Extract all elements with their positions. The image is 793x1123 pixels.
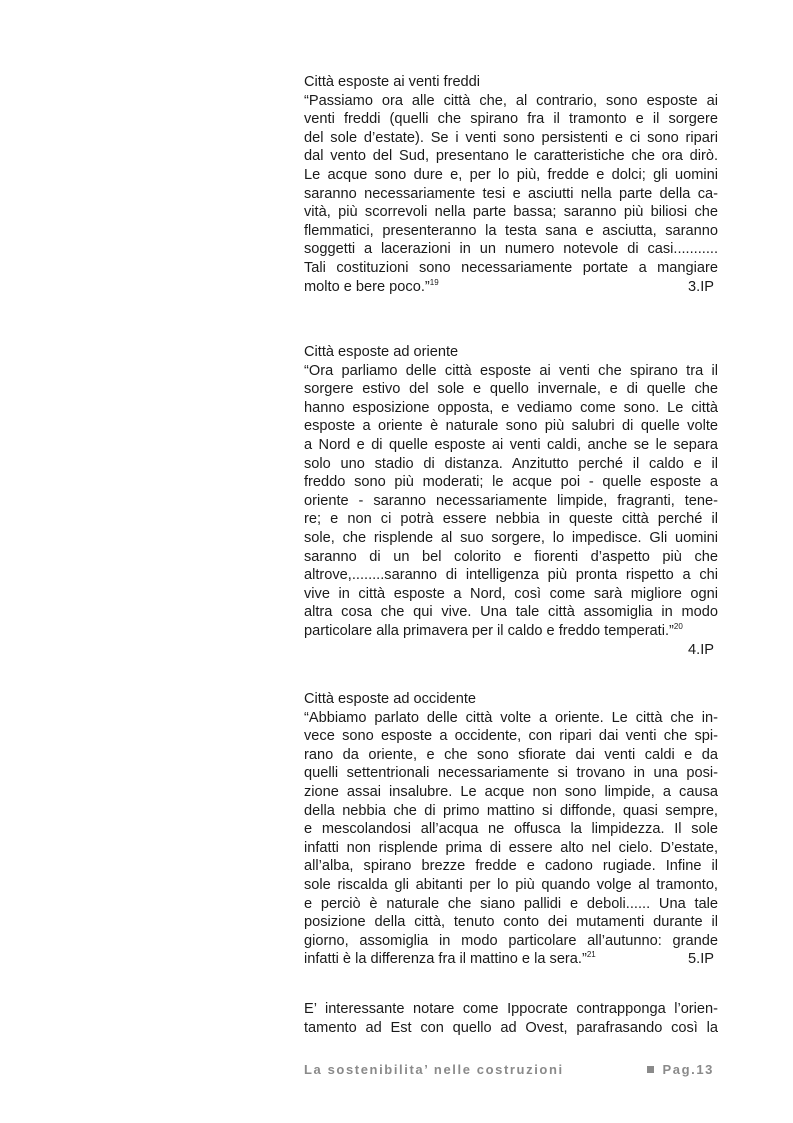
- text-line: Le acque sono dure e, per lo più, fredde e dolci; gli uomini: [304, 166, 718, 183]
- text-line: flemmatici, presenteranno la testa sana e asciutta, saranno: [304, 222, 718, 239]
- page-number: Pag.13: [662, 1062, 714, 1077]
- text-line: vità, più scorrevoli nella parte bassa; saranno più biliosi che: [304, 204, 718, 221]
- quote-reference: 5.IP: [688, 951, 714, 968]
- text-line: saranno di un bel colorito e fiorenti d’aspetto più che: [304, 548, 718, 565]
- quote-reference-row: [304, 641, 718, 660]
- text-line: altrove,........saranno di intelligenza più pronta rispetto a chi: [304, 567, 718, 584]
- text-line: vive in città esposte a Nord, così come sarà migliore ogni: [304, 585, 718, 602]
- closing-paragraph: [304, 1000, 718, 1037]
- text-line: esposte a oriente è naturale sono più salubri di quelle volte: [304, 418, 718, 435]
- text-line: E’ interessante notare come Ippocrate contrapponga l’orien-: [304, 1001, 718, 1017]
- section-title: Città esposte ai venti freddi: [304, 74, 481, 90]
- square-bullet-icon: [647, 1066, 654, 1073]
- text-line: dal vento del Sud, presentano le caratteristiche che ora dirò.: [304, 148, 718, 165]
- last-line-row: [304, 950, 718, 969]
- text-line: a Nord e di quelle esposte ai venti caldi, anche se le separa: [304, 436, 718, 453]
- text-line: posizione della città, tenuto conto dei mutamenti durante il: [304, 914, 718, 931]
- text-line: del sole d’estate). Se i venti sono persistenti e ci sono ripari: [304, 129, 718, 146]
- text-line: soggetti a lacerazioni in un numero notevole di casi...........: [304, 241, 718, 258]
- text-line: re; e non ci potrà essere nebbia in queste città perché il: [304, 511, 718, 528]
- text-line: sorgere estivo del sole e quello invernale, e di quelle che: [304, 381, 718, 398]
- last-line-row: [304, 278, 718, 297]
- text-line: oriente - saranno necessariamente limpide, fragranti, tene-: [304, 492, 718, 509]
- text-line: rano da oriente, e che sono sfiorate dai venti caldi e da: [304, 746, 718, 763]
- page-footer: [304, 1062, 714, 1080]
- text-line: Tali costituzioni sono necessariamente portate a mangiare: [304, 259, 718, 276]
- last-line: [304, 278, 439, 297]
- text-line: infatti non risplende prima di essere alto nel cielo. D’estate,: [304, 839, 718, 856]
- last-line: [304, 622, 718, 641]
- last-line-text: molto e bere poco.”: [304, 278, 430, 295]
- text-line: e perciò è naturale che siano pallidi e deboli...... Una tale: [304, 895, 718, 912]
- footnote-marker: 20: [673, 621, 683, 631]
- section-body: [304, 362, 718, 660]
- text-line: tamento ad Est con quello ad Ovest, parafrasando così la: [304, 1019, 718, 1036]
- text-line: hanno esposizione opposta, e vediamo come sono. Le città: [304, 399, 718, 416]
- section-title: Città esposte ad oriente: [304, 344, 459, 360]
- section-east: [304, 343, 718, 659]
- section-body: [304, 709, 718, 969]
- text-line: altra cosa che qui vive. Una tale città assomiglia in modo: [304, 604, 718, 621]
- text-line: saranno necessariamente tesi e asciutti nella parte della ca-: [304, 185, 718, 202]
- text-line: zione assai insalubre. Le acque non sono limpide, a causa: [304, 783, 718, 800]
- footnote-marker: 21: [586, 950, 596, 960]
- footer-title: La sostenibilita’ nelle costruzioni: [304, 1062, 564, 1077]
- text-line: quelli settentrionali necessariamente si trovano in una posi-: [304, 765, 718, 782]
- text-line: sole riscalda gli abitanti per lo più quando volge al tramonto,: [304, 876, 718, 893]
- text-line: giorno, assomiglia in modo particolare all’autunno: grande: [304, 932, 718, 949]
- last-line-text: infatti è la differenza fra il mattino e la sera.”: [304, 951, 587, 968]
- quote-reference: 3.IP: [688, 278, 714, 295]
- footer-page: [647, 1062, 714, 1077]
- section-title: Città esposte ad occidente: [304, 691, 476, 707]
- section-cold-winds: [304, 73, 718, 296]
- text-line: vece sono esposte a occidente, con ripari dai venti che spi-: [304, 728, 718, 745]
- last-line: [304, 950, 596, 969]
- last-line-text: particolare alla primavera per il caldo e freddo temperati.”: [304, 622, 674, 639]
- section-west: [304, 690, 718, 969]
- text-line: solo uno stadio di distanza. Anzitutto perché il caldo e il: [304, 455, 718, 472]
- text-line: e mescolandosi all’acqua ne offusca la limpidezza. Il sole: [304, 821, 718, 838]
- text-line: “Ora parliamo delle città esposte ai venti che spirano tra il: [304, 362, 718, 379]
- text-line: della nebbia che di primo mattino si diffonde, quasi sempre,: [304, 802, 718, 819]
- footnote-marker: 19: [429, 277, 439, 287]
- text-line: “Passiamo ora alle città che, al contrario, sono esposte ai: [304, 92, 718, 109]
- text-line: “Abbiamo parlato delle città volte a oriente. Le città che in-: [304, 709, 718, 726]
- text-line: sole, che risplende al suo sorgere, lo impedisce. Gli uomini: [304, 529, 718, 546]
- section-body: [304, 92, 718, 297]
- quote-reference: 4.IP: [688, 641, 714, 658]
- text-line: venti freddi (quelli che spirano fra il tramonto e il sorgere: [304, 111, 718, 128]
- text-line: all’alba, spirano brezze fredde e cadono rugiade. Infine il: [304, 858, 718, 875]
- text-line: freddo sono più moderati; le acque poi - quelle esposte a: [304, 474, 718, 491]
